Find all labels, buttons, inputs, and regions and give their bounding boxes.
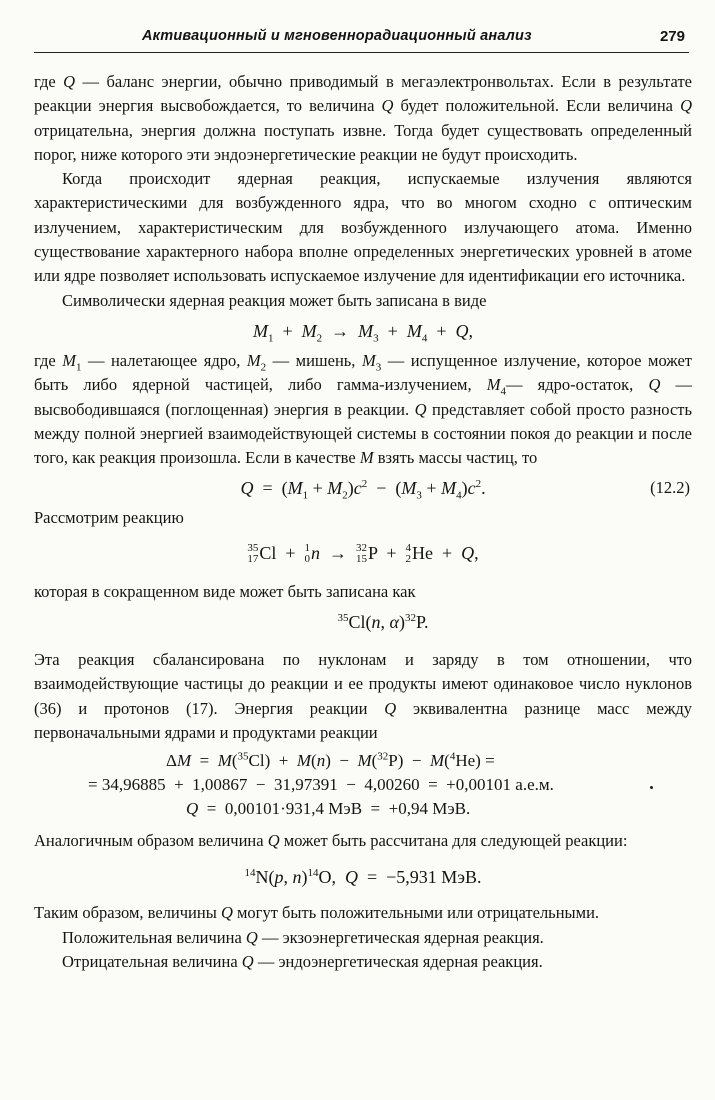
mass-defect-line-1: ΔM = M($^{35}$Cl) + M(n) − M($^{32}$P) − M($^4$He) =: [166, 750, 495, 771]
paragraph-7: Эта реакция сбалансирована по нуклонам и заряду в том отношении, что взаимодействующие частицы до реакции и ее продукты имеют одинаковое число нуклонов (36) и протонов (17). Энергия реакции Q эквивалентна разнице масс между первоначальными ядрами и продуктами реакции: [34, 649, 693, 742]
paragraph-8: Аналогичным образом величина Q может быть рассчитана для следующей реакции:: [34, 831, 628, 851]
equation-12-2: $Q = (M_1 + M_2)c^2 - (M_3 + M_4)c^2$. (12.2): [240, 478, 690, 503]
paragraph-5: Рассмотрим реакцию: [34, 508, 184, 528]
paragraph-10: Положительная величина Q — экзоэнергетическая ядерная реакция.: [62, 927, 544, 947]
paragraph-9: Таким образом, величины Q могут быть положительными или отрицательными.: [34, 903, 600, 923]
page-header: [34, 28, 689, 53]
equation-reaction: $M_1 + M_2 \to M_3 + M_4 + Q$,: [253, 320, 473, 345]
mass-defect-line-2: = 34,96885 + 1,00867 − 31,97391 − 4,00260 = +0,00101 а.е.м.: [88, 775, 554, 795]
paragraph-1: где Q — баланс энергии, обычно приводимый в мегаэлектронвольтах. Если в результате реакции энергия высвобождается, то величина Q будет положительной. Если величина Q отрицательна, энергия должна поступать извне. Тогда будет существовать определенный порог, ниже которого эти эндоэнергетические реакции не будут происходить.: [34, 72, 692, 164]
equation-number: (12.2): [650, 478, 690, 498]
paragraph-4: где $M_1$ — налетающее ядро, $M_2$ — мишень, $M_3$ — испущенное излучение, которое может быть либо ядерной частицей, либо гамма-излучением, $M_4—$ ядро-остаток, Q — высвободившаяся (поглощенная) энергия в реакции. Q представляет собой просто разность между полной энергией взаимодействующей системы в состоянии покоя до реакции и после того, как реакция произошла. Если в качестве M взять массы частиц, то: [34, 350, 692, 468]
equation-n-reaction: $^{14}$N(p, n)$^{14}$O, Q = −5,931 МэВ.: [244, 867, 482, 888]
mass-defect-line-3: Q = 0,00101·931,4 МэВ = +0,94 МэВ.: [186, 799, 471, 819]
mass-defect-block: [34, 749, 692, 821]
equation-cl-reaction: 35 17 Cl + 1 0 n → 32 15 P + 4 2 He + Q,: [247, 541, 479, 565]
paragraph-2: Когда происходит ядерная реакция, испускаемые излучения являются характеристическими для возбужденного ядра, что во многом сходно с оптическим излучением, характеристическим для возбужденного излучающего атома. Именно существование характерного набора вполне определенных энергетических уровней в атоме или ядре позволяет использовать испускаемое излучение для идентификации его источника.: [34, 169, 692, 286]
paragraph-3: Символически ядерная реакция может быть записана в виде: [62, 290, 487, 310]
stray-dot: [650, 786, 653, 789]
page-number: 279: [659, 28, 685, 45]
equation-cl-short: $^{35}$Cl(n, α)$^{32}$P.: [337, 611, 429, 632]
paragraph-11: Отрицательная величина Q — эндоэнергетическая ядерная реакция.: [62, 952, 543, 971]
running-title: Активационный и мгновеннорадиационный анализ: [142, 28, 532, 44]
paragraph-6: которая в сокращенном виде может быть записана как: [34, 581, 416, 601]
page-body: [34, 70, 692, 974]
